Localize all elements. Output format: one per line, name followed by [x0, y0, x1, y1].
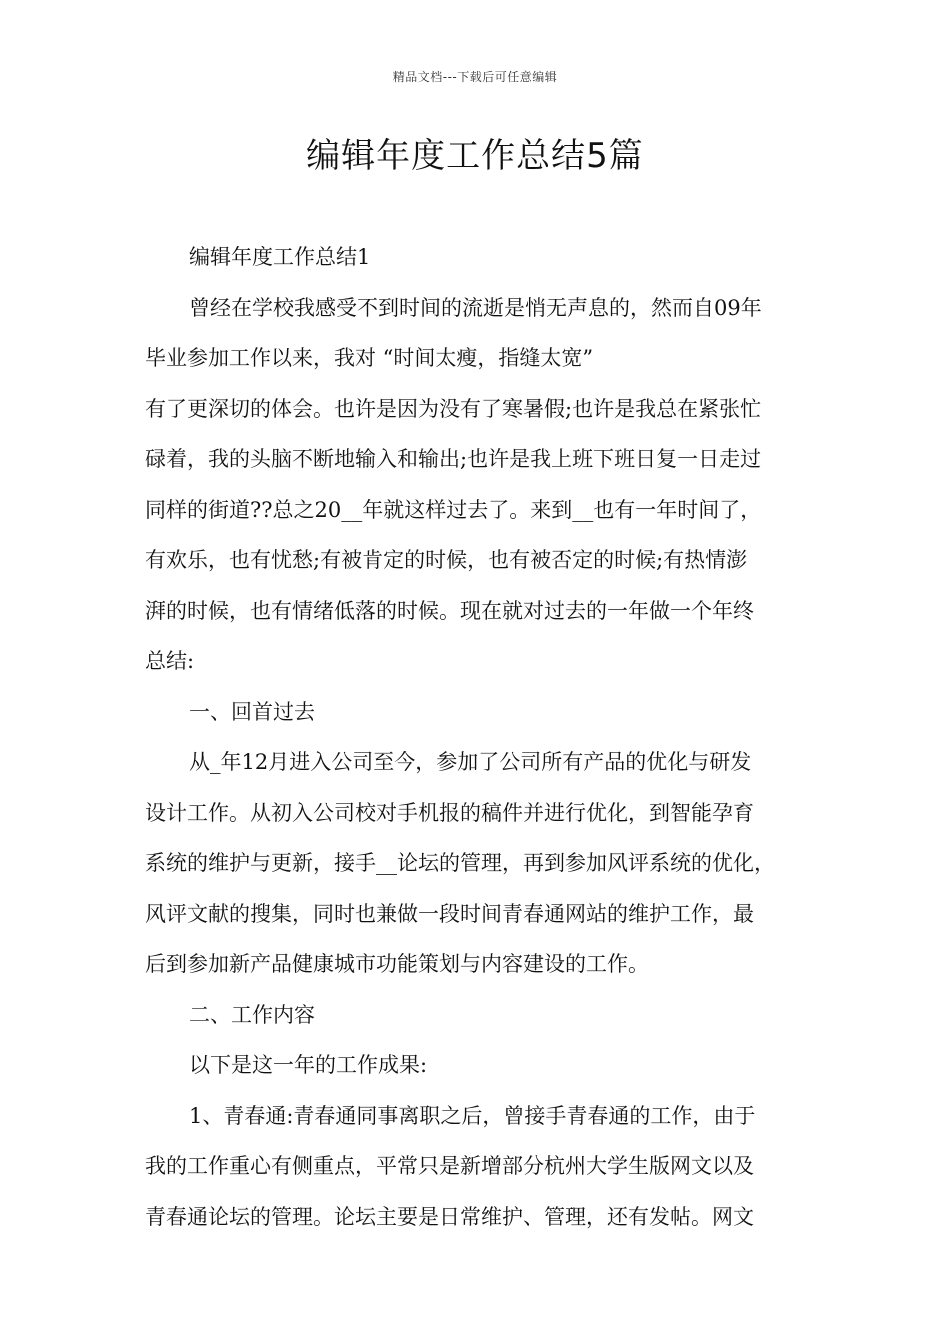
body-line: 风评文献的搜集，同时也兼做一段时间青春通网站的维护工作，最 [145, 901, 754, 926]
body-line: 1、青春通:青春通同事离职之后，曾接手青春通的工作，由于 [189, 1103, 756, 1128]
body-line: 从_年12月进入公司至今，参加了公司所有产品的优化与研发 [189, 750, 752, 774]
body-line: 有欢乐，也有忧愁;有被肯定的时候，也有被否定的时候;有热情澎 [145, 548, 748, 572]
body-line: 总结: [145, 649, 195, 673]
body-line: 后到参加新产品健康城市功能策划与内容建设的工作。 [145, 952, 649, 976]
body-line: 湃的时候，也有情绪低落的时候。现在就对过去的一年做一个年终 [145, 598, 754, 623]
body-line: 系统的维护与更新，接手__论坛的管理，再到参加风评系统的优化， [145, 851, 775, 875]
body-line: 二、工作内容 [189, 1002, 315, 1027]
header-note: 精品文档---下载后可任意编辑 [392, 70, 558, 84]
body-line: 青春通论坛的管理。论坛主要是日常维护、管理，还有发帖。网文 [145, 1204, 754, 1229]
body-line: 我的工作重心有侧重点，平常只是新增部分杭州大学生版网文以及 [145, 1154, 754, 1178]
body-line: 同样的街道??总之20__年就这样过去了。来到__也有一年时间了， [145, 497, 762, 522]
document-title: 编辑年度工作总结5篇 [306, 136, 644, 176]
body-line: 毕业参加工作以来，我对 “时间太瘦，指缝太宽” [145, 346, 594, 370]
body-line: 以下是这一年的工作成果: [189, 1053, 428, 1077]
body-line: 碌着，我的头脑不断地输入和输出;也许是我上班下班日复一日走过 [145, 447, 762, 471]
body-line: 一、回首过去 [189, 699, 315, 724]
body-line: 有了更深切的体会。也许是因为没有了寒暑假;也许是我总在紧张忙 [145, 396, 762, 421]
body-line: 编辑年度工作总结1 [189, 245, 371, 269]
body-line: 设计工作。从初入公司校对手机报的稿件并进行优化，到智能孕育 [145, 800, 754, 825]
body-line: 曾经在学校我感受不到时间的流逝是悄无声息的，然而自09年 [189, 295, 762, 320]
document-body [145, 232, 825, 1242]
